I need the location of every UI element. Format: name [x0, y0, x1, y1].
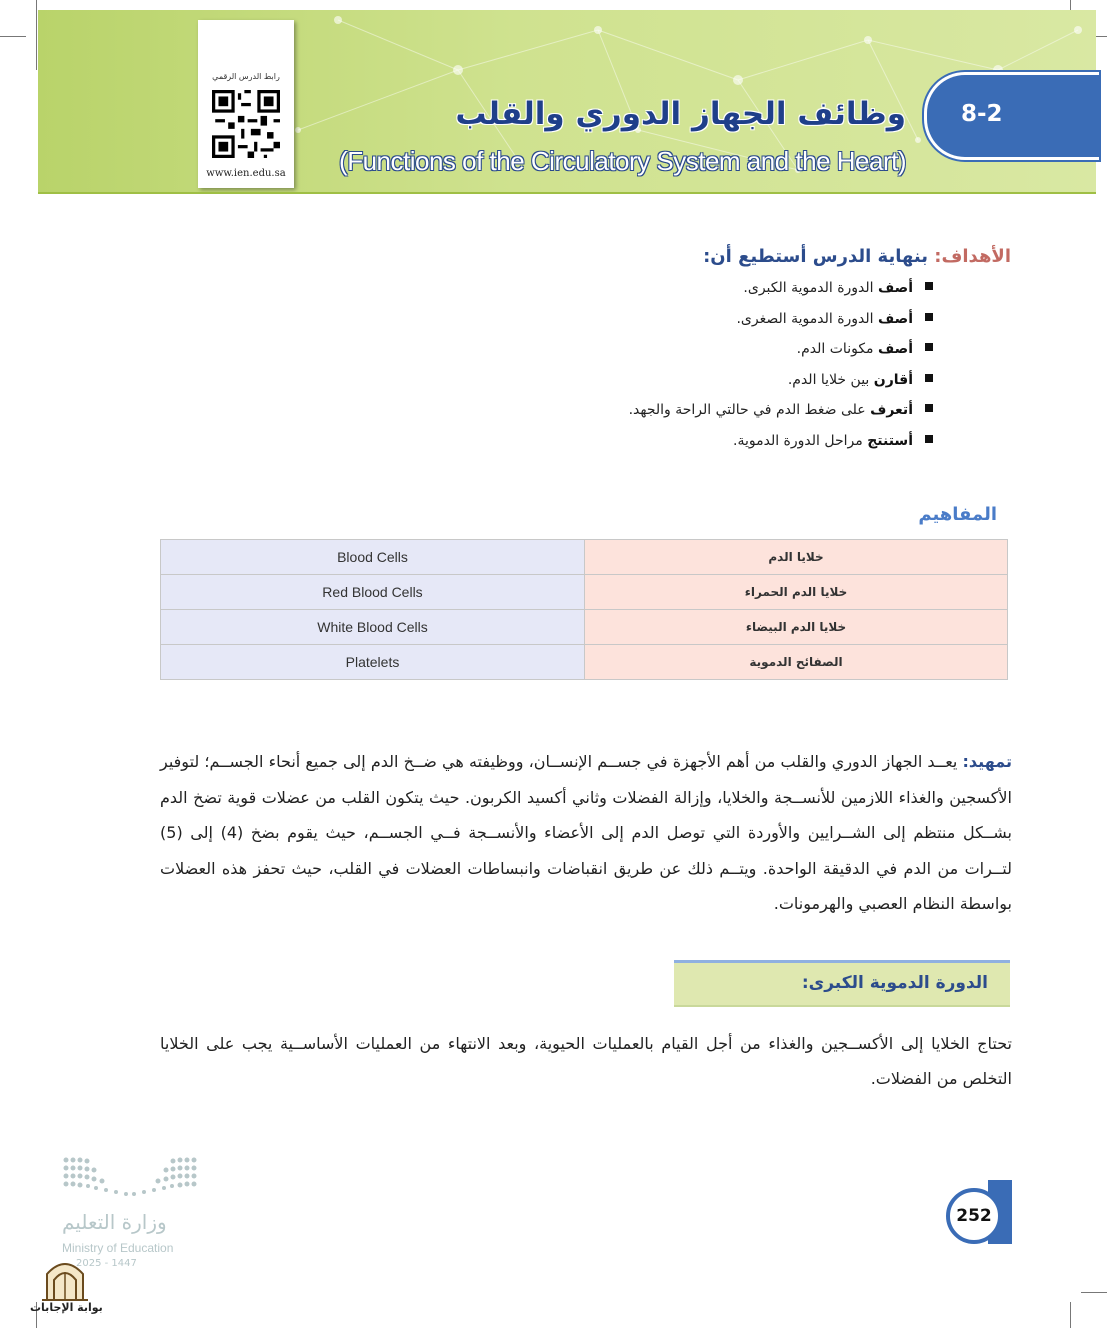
concept-en: Red Blood Cells	[161, 575, 585, 610]
objective-item	[629, 402, 933, 433]
objective-text: على ضغط الدم في حالتي الراحة والجهد.	[628, 402, 871, 418]
square-bullet-icon	[925, 343, 933, 351]
crop-mark	[1070, 1302, 1071, 1328]
concept-ar: خلايا الدم الحمراء	[585, 575, 1008, 610]
lesson-title-ar: وظائف الجهاز الدوري والقلب	[455, 96, 906, 132]
table-row	[161, 540, 1008, 575]
ministry-name-en: Ministry of Education	[62, 1241, 174, 1255]
concept-en: Blood Cells	[161, 540, 585, 575]
objective-verb: أستنتج	[867, 432, 913, 449]
concept-ar: خلايا الدم	[585, 540, 1008, 575]
lesson-number: 8-2	[961, 101, 1003, 127]
intro-text: يعــد الجهاز الدوري والقلب من أهم الأجهزة في جســم الإنســان، ووظيفته هي ضــخ الدم إلى جميع أنحاء الجســم؛ لتوفير الأكسجين والغذاء اللازمين للأنســجة والخلايا، وإزالة الفضلات وثاني أكسيد الكربون. حيث يتكون القلب من عضلات قوية تضخ الدم بشــكل منتظم إلى الشــرايين والأوردة التي توصل الدم إلى الأعضاء والأنســجة فــي الجســم، حيث يقوم بضخ (4) إلى (5) لتــرات من الدم في الدقيقة الواحدة. ويتــم ذلك عن طريق انقباضات وانبساطات العضلات في القلب، حيث تحفز هذه العضلات بواسطة النظام العصبي والهرمونات.	[160, 752, 1013, 913]
objective-verb: أصف	[878, 341, 913, 357]
concept-en: White Blood Cells	[161, 610, 585, 645]
objective-text: مكونات الدم.	[796, 341, 878, 357]
objective-text: الدورة الدموية الصغرى.	[736, 310, 878, 327]
objective-text: الدورة الدموية الكبرى.	[743, 280, 878, 296]
ministry-name-ar: وزارة التعليم	[62, 1210, 167, 1234]
ministry-logo-icon	[62, 1154, 198, 1200]
section-heading-bar	[674, 960, 1010, 1007]
objective-text: مراحل الدورة الدموية.	[733, 432, 868, 449]
objective-text: بين خلايا الدم.	[787, 371, 874, 388]
intro-paragraph	[160, 744, 1012, 922]
table-row	[161, 610, 1008, 645]
qr-url[interactable]: www.ien.edu.sa	[206, 168, 286, 179]
section-paragraph: تحتاج الخلايا إلى الأكســجين والغذاء من أجل القيام بالعمليات الحيوية، وبعد الانتهاء من العمليات الأساســية يجب على الخلايا التخلص من الفضلات.	[160, 1034, 1012, 1088]
square-bullet-icon	[925, 282, 933, 290]
watermark-text: بوابة الإجابات	[30, 1301, 103, 1314]
section-title: الدورة الدموية الكبرى:	[801, 973, 988, 993]
table-row	[161, 645, 1008, 680]
square-bullet-icon	[925, 313, 933, 321]
objective-verb: أتعرف	[870, 402, 913, 418]
objective-item	[629, 372, 933, 403]
objectives-intro: بنهاية الدرس أستطيع أن:	[703, 246, 928, 267]
square-bullet-icon	[925, 374, 933, 382]
objective-item	[629, 433, 933, 464]
concepts-table	[160, 539, 1008, 680]
qr-label: رابط الدرس الرقمي	[212, 72, 280, 81]
table-row	[161, 575, 1008, 610]
objective-verb: أصف	[878, 280, 913, 296]
objectives-label: الأهداف:	[934, 246, 1011, 267]
gate-watermark-icon	[30, 1256, 100, 1302]
objective-verb: أصف	[878, 310, 913, 327]
page-number: 252	[946, 1188, 1002, 1244]
crop-mark	[0, 36, 26, 37]
qr-card[interactable]	[198, 20, 294, 188]
qr-code-icon[interactable]	[212, 90, 280, 158]
intro-lead: تمهيد:	[962, 752, 1012, 771]
objective-verb: أقارن	[873, 371, 913, 388]
concept-ar: خلايا الدم البيضاء	[585, 610, 1008, 645]
objectives-list	[629, 280, 933, 463]
crop-mark	[1081, 1292, 1107, 1293]
crop-mark	[36, 0, 37, 70]
objective-item	[629, 280, 933, 311]
square-bullet-icon	[925, 435, 933, 443]
concepts-title: المفاهيم	[918, 504, 997, 525]
concept-ar: الصفائح الدموية	[585, 645, 1008, 680]
square-bullet-icon	[925, 404, 933, 412]
lesson-title-en: (Functions of the Circulatory System and the Heart)	[339, 146, 906, 176]
ministry-year: 2025 - 1447	[76, 1258, 137, 1269]
lesson-number-badge	[924, 72, 1099, 160]
objective-item	[629, 341, 933, 372]
objectives-heading	[703, 246, 1011, 267]
concept-en: Platelets	[161, 645, 585, 680]
objective-item	[629, 311, 933, 342]
